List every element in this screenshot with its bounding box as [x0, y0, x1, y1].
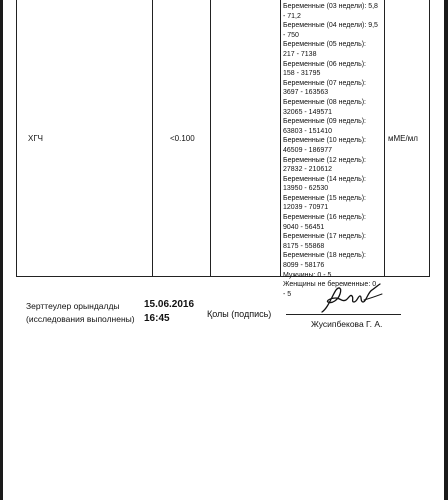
reference-line: 3697 - 163563: [283, 89, 329, 97]
table-border-right: [429, 0, 430, 276]
reference-line: 32065 - 149571: [283, 108, 333, 116]
performed-label-ru: (исследования выполнены): [26, 314, 135, 324]
reference-line: 158 - 31795: [283, 70, 321, 78]
reference-line: Беременные (05 недель):: [283, 41, 366, 49]
right-edge-border: [444, 0, 448, 500]
test-result: <0.100: [170, 134, 195, 143]
performed-label-kz: Зерттеулер орындалды: [26, 301, 120, 311]
test-units: мМЕ/мл: [388, 134, 418, 143]
table-divider-2: [210, 0, 211, 276]
reference-line: 9040 - 56451: [283, 223, 325, 231]
reference-line: 8099 - 58176: [283, 262, 325, 270]
reference-line: Беременные (07 недель):: [283, 79, 366, 87]
reference-line: Мужчины: 0 - 5: [283, 271, 332, 279]
reference-line: - 750: [283, 31, 299, 39]
handwritten-signature: [318, 282, 388, 316]
signature-label: Қолы (подпись): [207, 309, 272, 319]
reference-line: Беременные (08 недель):: [283, 98, 366, 106]
reference-line: Беременные (06 недель):: [283, 60, 366, 68]
reference-line: Беременные (18 недель):: [283, 252, 366, 260]
reference-line: Женщины не беременные: 0: [283, 281, 377, 289]
reference-line: 217 - 7138: [283, 50, 317, 58]
left-edge-border: [0, 0, 3, 500]
reference-line: 13950 - 62530: [283, 185, 329, 193]
reference-line: 12039 - 70971: [283, 204, 329, 212]
reference-line: - 71,2: [283, 12, 301, 20]
reference-line: - 5: [283, 290, 292, 298]
reference-line: Беременные (04 недели): 9,5: [283, 22, 378, 30]
reference-line: Беременные (15 недель):: [283, 194, 366, 202]
reference-line: Беременные (10 недель):: [283, 137, 366, 145]
reference-line: 46509 - 186977: [283, 146, 333, 154]
table-divider-1: [152, 0, 153, 276]
reference-values: [283, 2, 386, 299]
test-name: ХГЧ: [28, 134, 43, 143]
reference-line: 8175 - 55868: [283, 242, 325, 250]
table-border-left: [16, 0, 17, 276]
reference-line: 63803 - 151410: [283, 127, 333, 135]
reference-line: Беременные (17 недель):: [283, 233, 366, 241]
reference-line: Беременные (03 недели): 5,8: [283, 3, 378, 10]
reference-line: Беременные (09 недель):: [283, 118, 366, 126]
performed-time: 16:45: [144, 313, 170, 324]
reference-line: Беременные (14 недель):: [283, 175, 366, 183]
reference-line: Беременные (12 недель):: [283, 156, 366, 164]
table-divider-3: [280, 0, 281, 276]
signer-name: Жусипбекова Г. А.: [311, 319, 383, 329]
reference-line: 27832 - 210612: [283, 166, 333, 174]
performed-date: 15.06.2016: [144, 299, 195, 310]
reference-line: Беременные (16 недель):: [283, 214, 366, 222]
